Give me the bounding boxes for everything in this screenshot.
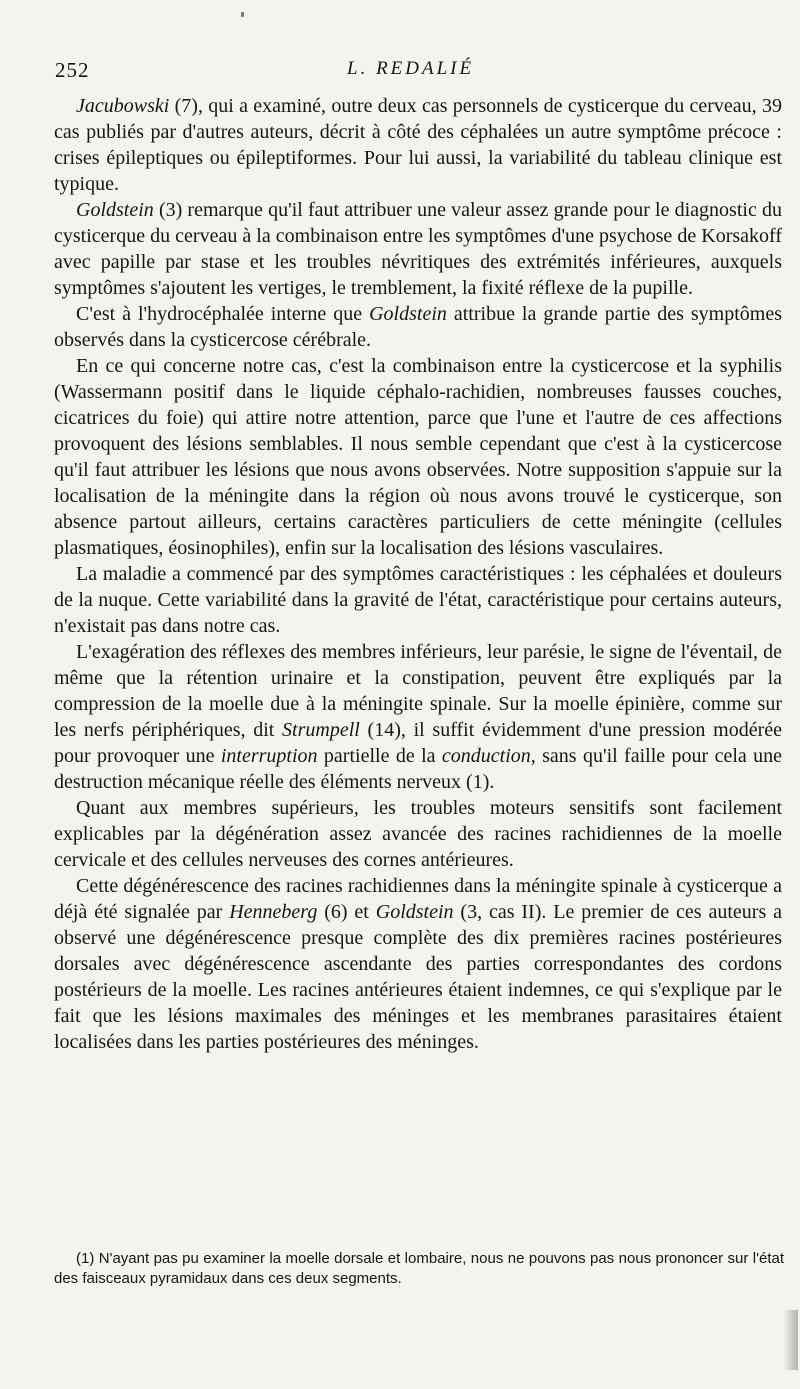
paragraph — [54, 561, 782, 639]
paragraph — [54, 93, 782, 197]
text-run: C'est à l'hydrocéphalée interne que — [76, 303, 370, 325]
text-run: partielle de la — [317, 745, 442, 767]
text-run: En ce qui concerne notre cas, c'est la combinaison entre la cysticercose et la syphilis (Wassermann positif dans le liquide céphalo-rachidien, nombreuses fausses couches, cicatrices du foie) qui attire notre attention, parce que l'une et l'autre de ces affections provoquent des lésions semblables. Il nous semble cependant que c'est à la cysticercose qu'il faut attribuer les lésions que nous avons observées. Notre supposition s'appuie sur la localisation de la méningite dans la région où nous avons trouvé le cysticerque, son absence partout ailleurs, certains caractères particuliers de cette méningite (cellules plasmatiques, éosinophiles), enfin sur la localisation des lésions vasculaires. — [54, 355, 782, 559]
paragraph — [54, 353, 782, 561]
emphasis: interruption — [220, 745, 318, 767]
paragraph — [54, 301, 782, 353]
text-run: Cette dégénérescence des racines rachidiennes dans la méningite spinale à cysticerque a déjà été signalée par — [54, 875, 782, 923]
author-name: Strumpell — [282, 719, 360, 741]
author-name: Goldstein — [375, 901, 454, 923]
paragraph — [54, 873, 782, 1055]
page-header — [55, 58, 785, 88]
text-run: La maladie a commencé par des symptômes caractéristiques : les céphalées et douleurs de la nuque. Cette variabilité dans la gravité de l'état, caractéristique pour certains auteurs, n'existait pas dans notre cas. — [54, 563, 782, 637]
author-name: Goldstein — [369, 303, 447, 325]
text-run: (6) et — [317, 901, 376, 923]
author-name: Henneberg — [229, 901, 318, 923]
page-edge-shadow — [784, 1310, 798, 1370]
body-text — [54, 93, 782, 1055]
text-run: Quant aux membres supérieurs, les troubles moteurs sensitifs sont facilement explicables par la dégénération assez avancée des racines rachidiennes de la moelle cervicale et des cellules nerveuses des cornes antérieures. — [54, 797, 782, 871]
footnote — [54, 1249, 784, 1289]
paragraph — [54, 639, 782, 795]
text-run: , sans qu'il faille pour cela une destruction mécanique réelle des éléments nerveux (1). — [54, 745, 783, 793]
emphasis: conduction — [441, 745, 531, 767]
text-run: (3, cas II). Le premier de ces auteurs a observé une dégénérescence presque complète des dix premières racines postérieures dorsales avec dégénérescence ascendante des parties correspondantes des cordons postérieurs de la moelle. Les racines antérieures étaient indemnes, ce qui s'explique par le fait que les lésions maximales des méninges et les membranes parasitaires étaient localisées dans les parties postérieures des méninges. — [54, 901, 782, 1053]
print-speck — [241, 12, 244, 17]
text-run: (7), qui a examiné, outre deux cas personnels de cysticerque du cerveau, 39 cas publiés par d'autres auteurs, décrit à côté des céphalées un autre symptôme précoce : crises épileptiques ou épileptiformes. Pour lui aussi, la variabilité du tableau clinique est typique. — [54, 95, 782, 195]
author-name: Jacubowski — [76, 95, 170, 117]
text-run: L'exagération des réflexes des membres inférieurs, leur parésie, le signe de l'éventail, de même que la rétention urinaire et la constipation, peuvent être expliqués par la compression de la moelle due à la méningite spinale. Sur la moelle épinière, comme sur les nerfs périphériques, dit — [54, 641, 782, 741]
footnote-text: (1) N'ayant pas pu examiner la moelle dorsale et lombaire, nous ne pouvons pas nous prononcer sur l'état des faisceaux pyramidaux dans ces deux segments. — [54, 1250, 784, 1287]
page-number: 252 — [55, 58, 90, 82]
text-run: (14), il suffit évidemment d'une pression modérée pour provoquer une — [54, 719, 782, 767]
text-run: attribue la grande partie des symptômes observés dans la cysticercose cérébrale. — [54, 303, 783, 351]
running-head: L. REDALIÉ — [347, 58, 475, 79]
paragraph — [54, 795, 782, 873]
paragraph — [54, 197, 782, 301]
author-name: Goldstein — [76, 199, 154, 221]
text-run: (3) remarque qu'il faut attribuer une valeur assez grande pour le diagnostic du cysticerque du cerveau à la combinaison entre les symptômes d'une psychose de Korsakoff avec papille par stase et les troubles névritiques des extrémités inférieures, auxquels symptômes s'ajoutent les vertiges, le tremblement, la fixité réflexe de la pupille. — [54, 199, 782, 299]
